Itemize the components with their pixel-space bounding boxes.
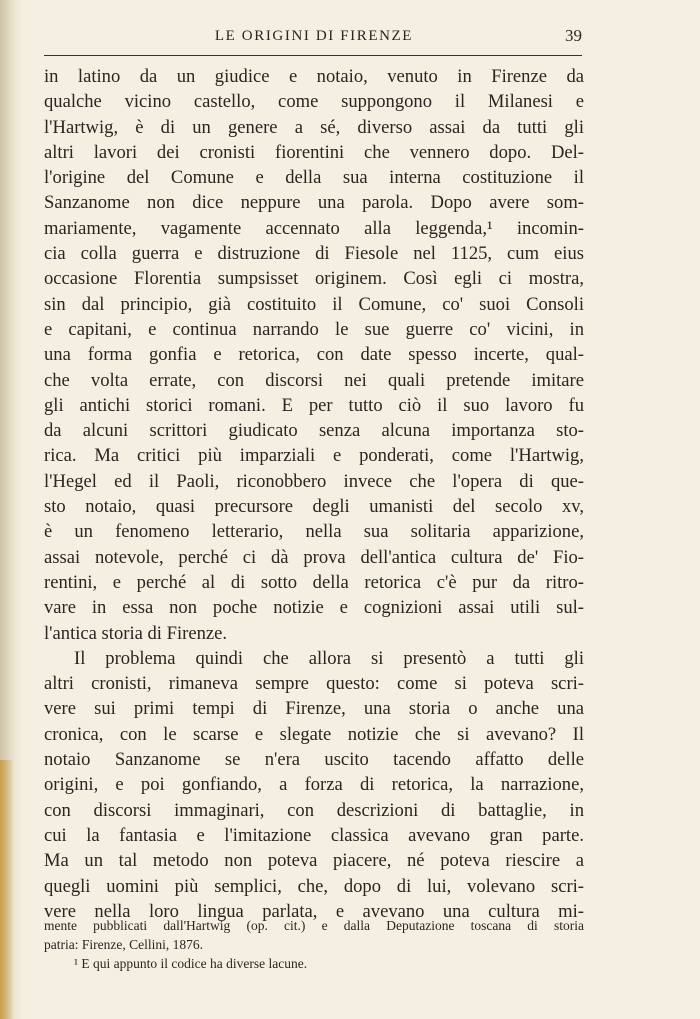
body-line: una forma gonfia e retorica, con date spesso incerte, qual- <box>44 344 584 366</box>
running-header <box>46 22 582 52</box>
paragraph-end-line: l'antica storia di Firenze. <box>44 622 228 644</box>
body-line: che volta errate, con discorsi nei quali pretende imitare <box>44 369 584 391</box>
body-line: cronica, con le scarse e slegate notizie che si avevano? Il <box>44 723 584 745</box>
footnotes <box>44 916 584 973</box>
footnote-1: ¹ E qui appunto il codice ha diverse lacune. <box>74 956 308 971</box>
body-line: l'Hegel ed il Paoli, riconobbero invece che l'opera di que- <box>44 470 584 492</box>
body-line: in latino da un giudice e notaio, venuto in Firenze da <box>44 66 584 87</box>
body-line: cia colla guerra e distruzione di Fiesole nel 1125, cum eius <box>44 243 584 265</box>
body-line: cui la fantasia e l'imitazione classica avevano gran parte. <box>44 824 584 846</box>
body-line: sto notaio, quasi precursore degli umanisti del secolo xv, <box>44 496 584 518</box>
body-line: Ma un tal metodo non poteva piacere, né poteva riescire a <box>44 850 584 872</box>
body-line: notaio Sanzanome se n'era uscito tacendo affatto delle <box>44 749 584 771</box>
body-line: vare in essa non poche notizie e cognizioni assai utili sul- <box>44 597 584 619</box>
paragraph-start-line: Il problema quindi che allora si presentò a tutti gli <box>74 647 584 669</box>
body-line: gli antichi storici romani. E per tutto ciò il suo lavoro fu <box>44 394 584 416</box>
page-edge-stain <box>0 760 14 1019</box>
header-rule <box>44 55 582 56</box>
body-line: altri lavori dei cronisti fiorentini che vennero dopo. Del- <box>44 141 584 163</box>
page-number: 39 <box>565 26 582 45</box>
body-line: Sanzanome non dice neppure una parola. Dopo avere som- <box>44 192 584 214</box>
footnote-separator <box>44 908 584 909</box>
footnote-line: mente pubblicati dall'Hartwig (op. cit.) e dalla Deputazione toscana di storia <box>44 918 584 933</box>
body-line: l'Hartwig, è di un genere a sé, diverso assai da tutti gli <box>44 116 584 138</box>
body-line: quegli uomini più semplici, che, dopo di lui, volevano scri- <box>44 875 584 897</box>
header-title: LE ORIGINI DI FIRENZE <box>214 28 414 44</box>
body-line: l'origine del Comune e della sua interna costituzione il <box>44 167 584 189</box>
body-line: occasione Florentia sumpsisset originem. Così egli ci mostra, <box>44 268 584 290</box>
body-line: sin dal principio, già costituito il Comune, co' suoi Consoli <box>44 293 584 315</box>
body-line: mariamente, vagamente accennato alla leggenda,¹ incomin- <box>44 217 584 239</box>
body-line: altri cronisti, rimaneva sempre questo: come si poteva scri- <box>44 673 584 695</box>
body-line: da alcuni scrittori giudicato senza alcuna importanza sto- <box>44 420 584 442</box>
body-line: e capitani, e continua narrando le sue guerre co' vicini, in <box>44 318 584 340</box>
body-line: rentini, e perché al di sotto della retorica c'è pur da ritro- <box>44 571 584 593</box>
body-text <box>44 64 584 924</box>
body-line: vere sui primi tempi di Firenze, una storia o anche una <box>44 698 584 720</box>
body-line: origini, e poi gonfiando, a forza di retorica, la narrazione, <box>44 774 584 796</box>
body-line: è un fenomeno letterario, nella sua solitaria apparizione, <box>44 521 584 543</box>
footnote-line: patria: Firenze, Cellini, 1876. <box>44 937 203 952</box>
body-line: vere nella loro lingua parlata, e avevano una cultura mi- <box>44 900 584 922</box>
body-line: rica. Ma critici più imparziali e ponderati, come l'Hartwig, <box>44 445 584 467</box>
body-line: qualche vicino castello, come suppongono il Milanesi e <box>44 91 584 113</box>
body-line: assai notevole, perché ci dà prova dell'antica cultura de' Fio- <box>44 546 584 568</box>
body-line: con discorsi immaginari, con descrizioni di battaglie, in <box>44 799 584 821</box>
